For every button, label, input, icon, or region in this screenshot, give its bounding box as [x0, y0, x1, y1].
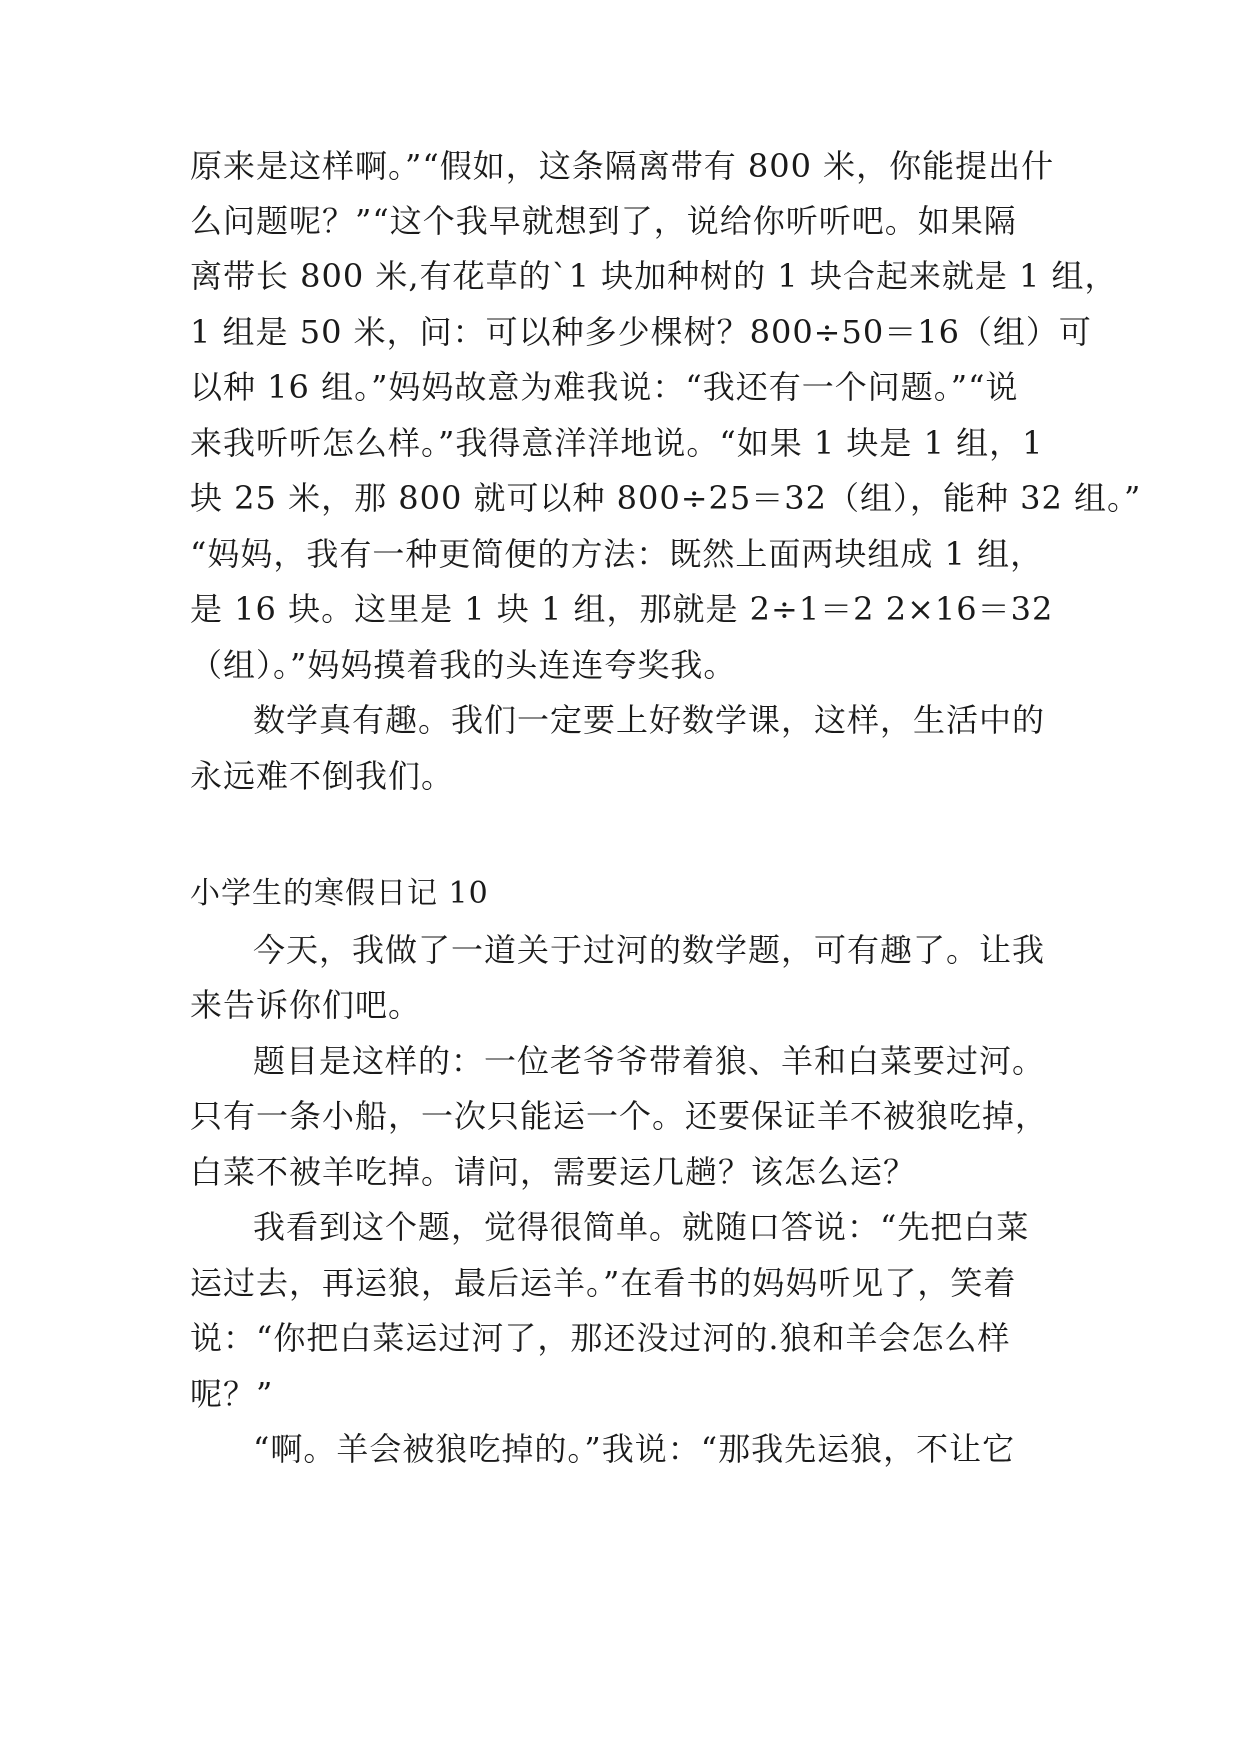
text-line: 永远难不倒我们。	[190, 757, 455, 795]
paragraph-first-line: “啊。羊会被狼吃掉的。”我说：“那我先运狼，不让它	[253, 1430, 1016, 1468]
paragraph-first-line: 题目是这样的：一位老爷爷带着狼、羊和白菜要过河。	[253, 1042, 1046, 1080]
text-line: “妈妈，我有一种更简便的方法：既然上面两块组成 1 组，	[190, 535, 1044, 573]
text-line: 原来是这样啊。”“假如，这条隔离带有 800 米，你能提出什	[190, 147, 1055, 185]
text-line: 白菜不被羊吃掉。请问，需要运几趟？该怎么运？	[190, 1153, 917, 1191]
text-line: 来我听听怎么样。”我得意洋洋地说。“如果 1 块是 1 组，1	[190, 424, 1044, 462]
text-line: 1 组是 50 米，问：可以种多少棵树？800÷50＝16（组）可	[190, 313, 1092, 351]
section-heading: 小学生的寒假日记 10	[190, 876, 489, 911]
paragraph-first-line: 我看到这个题，觉得很简单。就随口答说：“先把白菜	[253, 1208, 1030, 1246]
text-line: 呢？”	[190, 1375, 274, 1413]
text-line: 说：“你把白菜运过河了，那还没过河的.狼和羊会怎么样	[190, 1319, 1011, 1357]
text-line: 以种 16 组。”妈妈故意为难我说：“我还有一个问题。”“说	[190, 368, 1019, 406]
text-line: 是 16 块。这里是 1 块 1 组，那就是 2÷1＝2 2×16＝32	[190, 590, 1054, 628]
text-line: 运过去，再运狼，最后运羊。”在看书的妈妈听见了，笑着	[190, 1264, 1017, 1302]
text-line: 来告诉你们吧。	[190, 986, 422, 1024]
paragraph-first-line: 数学真有趣。我们一定要上好数学课，这样，生活中的	[253, 701, 1046, 739]
text-line: 块 25 米，那 800 就可以种 800÷25＝32（组），能种 32 组。”	[190, 479, 1142, 517]
text-line: 只有一条小船，一次只能运一个。还要保证羊不被狼吃掉，	[190, 1097, 1049, 1135]
text-line: 么问题呢？”“这个我早就想到了，说给你听听吧。如果隔	[190, 202, 1017, 240]
paragraph-first-line: 今天，我做了一道关于过河的数学题，可有趣了。让我	[253, 931, 1046, 969]
text-line: 离带长 800 米,有花草的`1 块加种树的 1 块合起来就是 1 组，	[190, 257, 1118, 295]
text-line: （组）。”妈妈摸着我的头连连夸奖我。	[190, 646, 737, 684]
